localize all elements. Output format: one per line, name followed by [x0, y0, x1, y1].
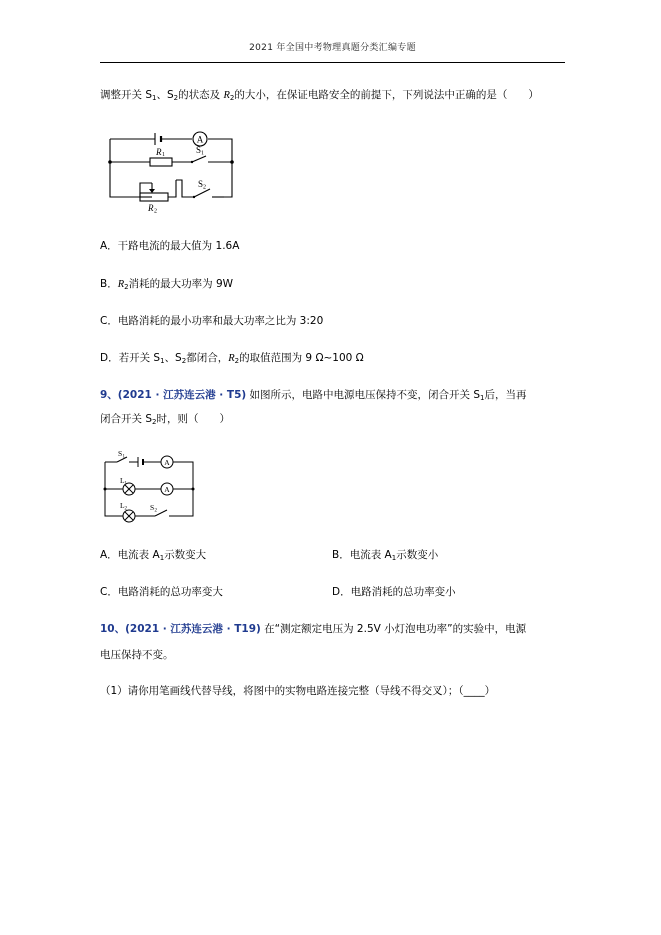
- q9-option-c: C．电路消耗的总功率变大: [100, 586, 223, 598]
- q9-ammeter-mid-label: A: [164, 485, 170, 494]
- q9-option-d: D．电路消耗的总功率变小: [332, 586, 456, 598]
- q8-r2-sub: 2: [154, 208, 157, 215]
- q9-option-b: B．电流表 $A_1$示数变小: [332, 549, 439, 562]
- q9-l2-label: L: [120, 501, 125, 510]
- q9-l1-sub: 1: [124, 481, 127, 487]
- q9-option-a: A．电流表 $A_1$示数变大: [100, 549, 207, 562]
- q8-option-a: A．干路电流的最大值为 1.6A: [100, 240, 240, 252]
- q9-s2-sub: 2: [154, 508, 157, 514]
- q8-s1-sub: 1: [201, 150, 204, 157]
- q8-s2-label: S: [198, 179, 204, 189]
- q8-r1-sub: 1: [162, 152, 165, 158]
- q9-stem-line1: 9、(2021 · 江苏连云港 · T5) 如图所示，电路中电源电压保持不变，闭合开关 $S_1$后，当再: [100, 389, 527, 402]
- q9-circuit-diagram: [100, 448, 200, 523]
- q9-stem-line2: 闭合开关 $S_2$时，则（ ）: [100, 413, 230, 426]
- q10-subquestion-1: （1）请你用笔画线代替导线，将图中的实物电路连接完整（导线不得交叉）；（____）: [100, 685, 496, 697]
- q8-option-b: B．$R_2$消耗的最大功率为 9W: [100, 278, 234, 291]
- q8-s2-sub: 2: [203, 184, 206, 191]
- q8-ammeter-label: A: [196, 134, 204, 145]
- q9-s1-sub: 1: [122, 454, 125, 460]
- q8-circuit-diagram: [100, 125, 240, 215]
- q8-s1-label: S: [196, 145, 202, 155]
- page-header: 2021 年全国中考物理真题分类汇编专题: [249, 43, 416, 53]
- q10-stem-line2: 电压保持不变。: [100, 649, 174, 661]
- q9-l1-label: L: [120, 476, 125, 485]
- q8-option-d: D．若开关 $S_1$、$S_2$都闭合，$R_2$的取值范围为 9 Ω~100 Ω: [100, 352, 364, 365]
- q8-stem: 调整开关 $S_1$、$S_2$的状态及 $R_2$的大小，在保证电路安全的前提下，下列说法中正确的是（ ）: [100, 89, 539, 102]
- q8-r1-label: R: [156, 147, 162, 157]
- q8-option-c: C．电路消耗的最小功率和最大功率之比为 3:20: [100, 315, 324, 327]
- q8-r2-label: R: [148, 203, 154, 213]
- header-divider: [100, 62, 565, 63]
- q9-l2-sub: 2: [124, 506, 127, 512]
- q10-stem-line1: 10、(2021 · 江苏连云港 · T19) 在“测定额定电压为 2.5V 小灯泡电功率”的实验中，电源: [100, 623, 527, 635]
- q9-s2-label: S: [150, 503, 155, 512]
- q9-s1-label: S: [118, 449, 123, 458]
- q9-ammeter-top-label: A: [164, 458, 170, 467]
